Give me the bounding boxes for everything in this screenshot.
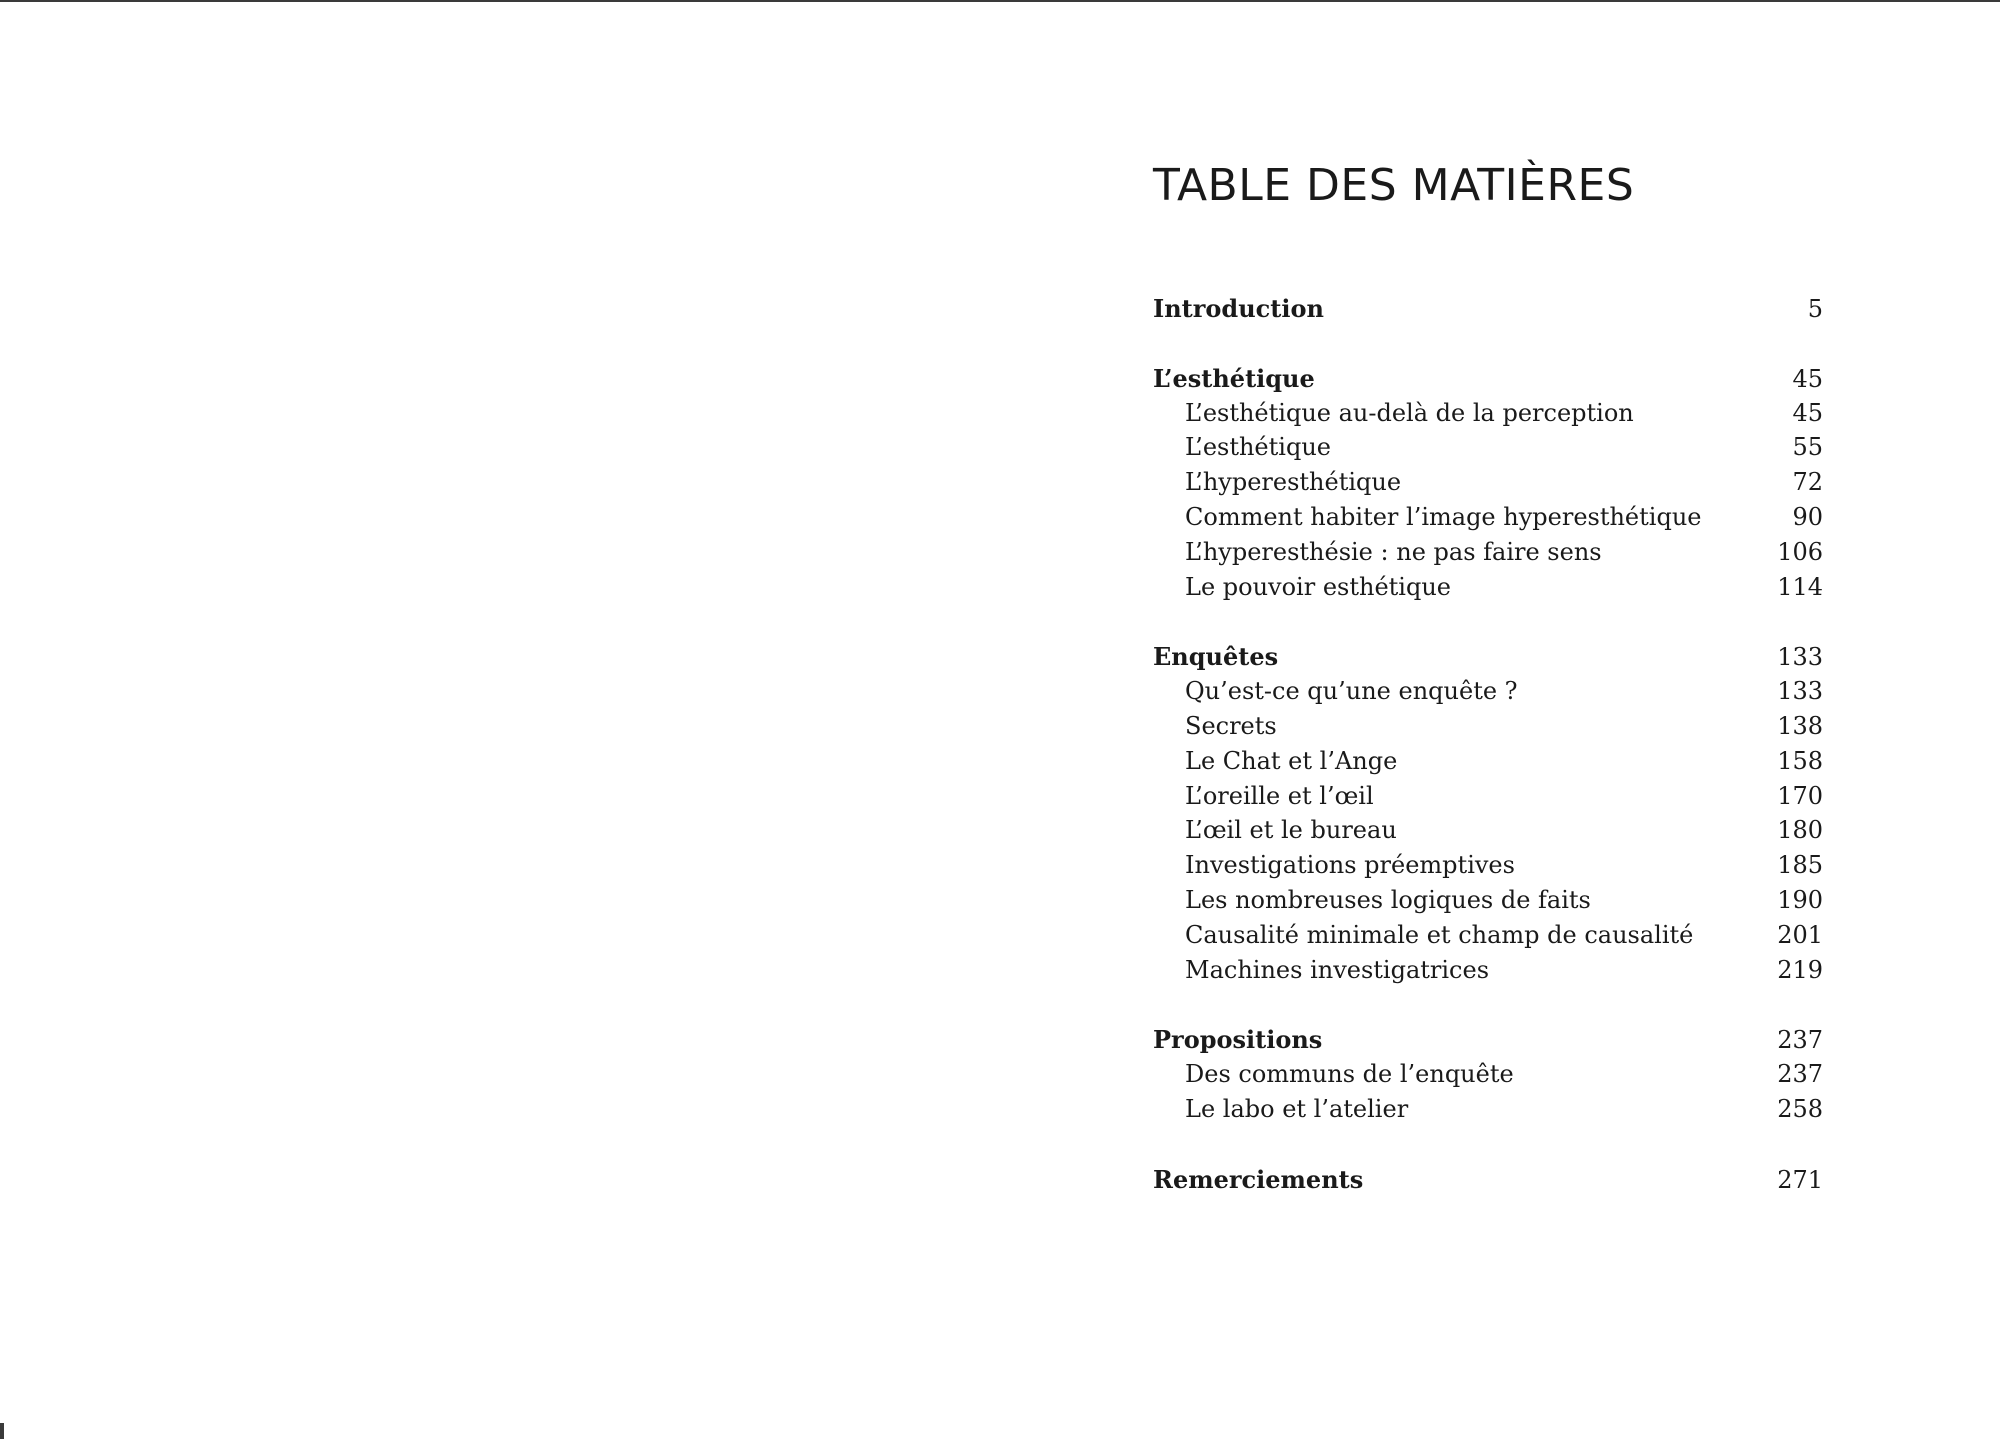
toc-entry-label: L’œil et le bureau (1185, 816, 1397, 845)
toc-entry[interactable] (1153, 816, 1823, 851)
page-edge-rule (0, 0, 2000, 2)
toc-entry-label: Le Chat et l’Ange (1185, 746, 1398, 775)
page-corner-mark (0, 1423, 4, 1439)
toc-title: TABLE DES MATIÈRES (1153, 160, 1635, 211)
toc-entry-label: Le labo et l’atelier (1185, 1094, 1409, 1123)
toc-entry-label: L’esthétique (1185, 433, 1331, 462)
toc-entry[interactable] (1153, 573, 1823, 608)
toc-entry[interactable] (1153, 851, 1823, 886)
toc-page-number: 158 (1777, 746, 1823, 775)
toc-page-number: 5 (1807, 295, 1823, 323)
toc-page-number: 190 (1777, 885, 1823, 914)
toc-entry[interactable] (1153, 886, 1823, 921)
toc-page-number: 55 (1792, 433, 1823, 462)
toc-entry-label: Comment habiter l’image hyperesthétique (1185, 502, 1702, 531)
toc-page-number: 138 (1777, 711, 1823, 740)
toc-entry[interactable] (1153, 1095, 1823, 1130)
toc-entry[interactable] (1153, 399, 1823, 434)
toc-heading-label: Remerciements (1153, 1164, 1364, 1194)
toc-page-number: 201 (1777, 920, 1823, 949)
toc-page-number: 114 (1777, 572, 1823, 601)
toc-section-heading[interactable] (1153, 364, 1823, 399)
toc-page-number: 271 (1777, 1165, 1823, 1194)
toc-page-number: 106 (1777, 537, 1823, 566)
toc-entry[interactable] (1153, 747, 1823, 782)
toc-sections (1153, 294, 1823, 1200)
toc-entry[interactable] (1153, 538, 1823, 573)
toc-page-number: 185 (1777, 851, 1823, 880)
toc-entry-label: L’oreille et l’œil (1185, 781, 1374, 810)
toc-page-number: 133 (1777, 677, 1823, 706)
toc-entry-label: Qu’est-ce qu’une enquête ? (1185, 677, 1518, 706)
toc-entry-label: Le pouvoir esthétique (1185, 572, 1451, 601)
toc-section-heading[interactable] (1153, 294, 1823, 329)
toc-entry[interactable] (1153, 712, 1823, 747)
toc-entry[interactable] (1153, 677, 1823, 712)
toc-heading-label: Enquêtes (1153, 642, 1279, 672)
toc-page-number: 219 (1777, 955, 1823, 984)
toc-entry[interactable] (1153, 433, 1823, 468)
toc-entry-label: Des communs de l’enquête (1185, 1060, 1514, 1089)
toc-entry[interactable] (1153, 921, 1823, 956)
toc-entry[interactable] (1153, 468, 1823, 503)
toc-entry-label: Les nombreuses logiques de faits (1185, 885, 1591, 914)
toc-entry[interactable] (1153, 1060, 1823, 1095)
toc-heading-label: L’esthétique (1153, 363, 1315, 393)
toc-entry-label: L’esthétique au-delà de la perception (1185, 398, 1634, 427)
toc-entry[interactable] (1153, 503, 1823, 538)
toc-page-number: 170 (1777, 781, 1823, 810)
toc-section (1153, 1025, 1823, 1129)
toc-page-number: 237 (1777, 1060, 1823, 1089)
toc-entry-label: Machines investigatrices (1185, 955, 1490, 984)
toc-heading-label: Propositions (1153, 1025, 1323, 1055)
toc-section (1153, 1165, 1823, 1200)
toc-entry[interactable] (1153, 782, 1823, 817)
toc-page-number: 133 (1777, 643, 1823, 672)
table-of-contents (1153, 156, 1823, 1235)
toc-page-number: 237 (1777, 1026, 1823, 1055)
toc-section (1153, 364, 1823, 608)
toc-entry-label: L’hyperesthétique (1185, 468, 1402, 497)
toc-page-number: 45 (1792, 398, 1823, 427)
toc-entry-label: Investigations préemptives (1185, 851, 1515, 880)
toc-heading-label: Introduction (1153, 294, 1324, 323)
toc-page-number: 258 (1777, 1094, 1823, 1123)
toc-section-heading[interactable] (1153, 1165, 1823, 1200)
toc-section (1153, 642, 1823, 990)
toc-page-number: 90 (1792, 502, 1823, 531)
toc-page-number: 45 (1792, 364, 1823, 393)
toc-page-number: 180 (1777, 816, 1823, 845)
toc-entry-label: Causalité minimale et champ de causalité (1185, 920, 1694, 949)
toc-entry-label: Secrets (1185, 711, 1277, 740)
toc-entry[interactable] (1153, 956, 1823, 991)
toc-section-heading[interactable] (1153, 1025, 1823, 1060)
toc-section-heading[interactable] (1153, 642, 1823, 677)
toc-section (1153, 294, 1823, 329)
toc-entry-label: L’hyperesthésie : ne pas faire sens (1185, 537, 1602, 566)
toc-page-number: 72 (1792, 468, 1823, 497)
